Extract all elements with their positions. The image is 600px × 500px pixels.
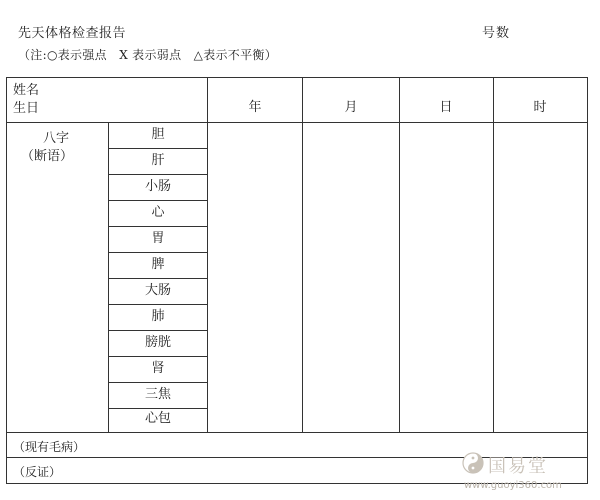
counter-evidence-label: （反证） xyxy=(13,465,62,479)
hour-column-label: 时 xyxy=(533,100,547,115)
illness-row-divider xyxy=(7,457,587,458)
organ-kidney: 肾 xyxy=(151,361,165,376)
name-label: 姓名 xyxy=(13,83,40,98)
number-label: 号数 xyxy=(482,26,511,41)
inspection-form xyxy=(6,77,588,484)
watermark-brand: 国易堂 xyxy=(488,456,548,477)
organ-pericardium: 心包 xyxy=(144,411,171,426)
organ-stomach: 胃 xyxy=(151,231,165,246)
organ-spleen: 脾 xyxy=(151,257,165,272)
header-row-divider xyxy=(7,122,587,123)
watermark-url: www.guoyi360.com xyxy=(464,480,562,491)
col-divider-2 xyxy=(302,78,303,432)
organ-gallbladder: 胆 xyxy=(151,127,165,142)
year-column-label: 年 xyxy=(248,100,262,115)
organ-liver: 肝 xyxy=(151,153,165,168)
organ-small-intestine: 小肠 xyxy=(144,179,171,194)
organ-heart: 心 xyxy=(151,205,165,220)
report-title: 先天体格检查报告 xyxy=(18,26,127,41)
col-divider-1 xyxy=(207,78,208,432)
col-divider-3 xyxy=(399,78,400,432)
legend-note: （注:○表示强点 X 表示弱点 △表示不平衡） xyxy=(18,48,278,62)
duanyu-label: （断语） xyxy=(21,149,74,164)
col-divider-4 xyxy=(493,78,494,432)
organ-lung: 肺 xyxy=(151,309,165,324)
current-illness-label: （现有毛病） xyxy=(13,440,86,454)
bazi-label: 八字 xyxy=(43,131,70,146)
organ-large-intestine: 大肠 xyxy=(144,283,171,298)
organs-bottom-divider xyxy=(7,432,587,433)
month-column-label: 月 xyxy=(344,100,358,115)
organ-triple-burner: 三焦 xyxy=(144,387,171,402)
organ-bladder: 膀胱 xyxy=(144,335,171,350)
birth-label: 生日 xyxy=(13,101,40,116)
day-column-label: 日 xyxy=(439,100,453,115)
